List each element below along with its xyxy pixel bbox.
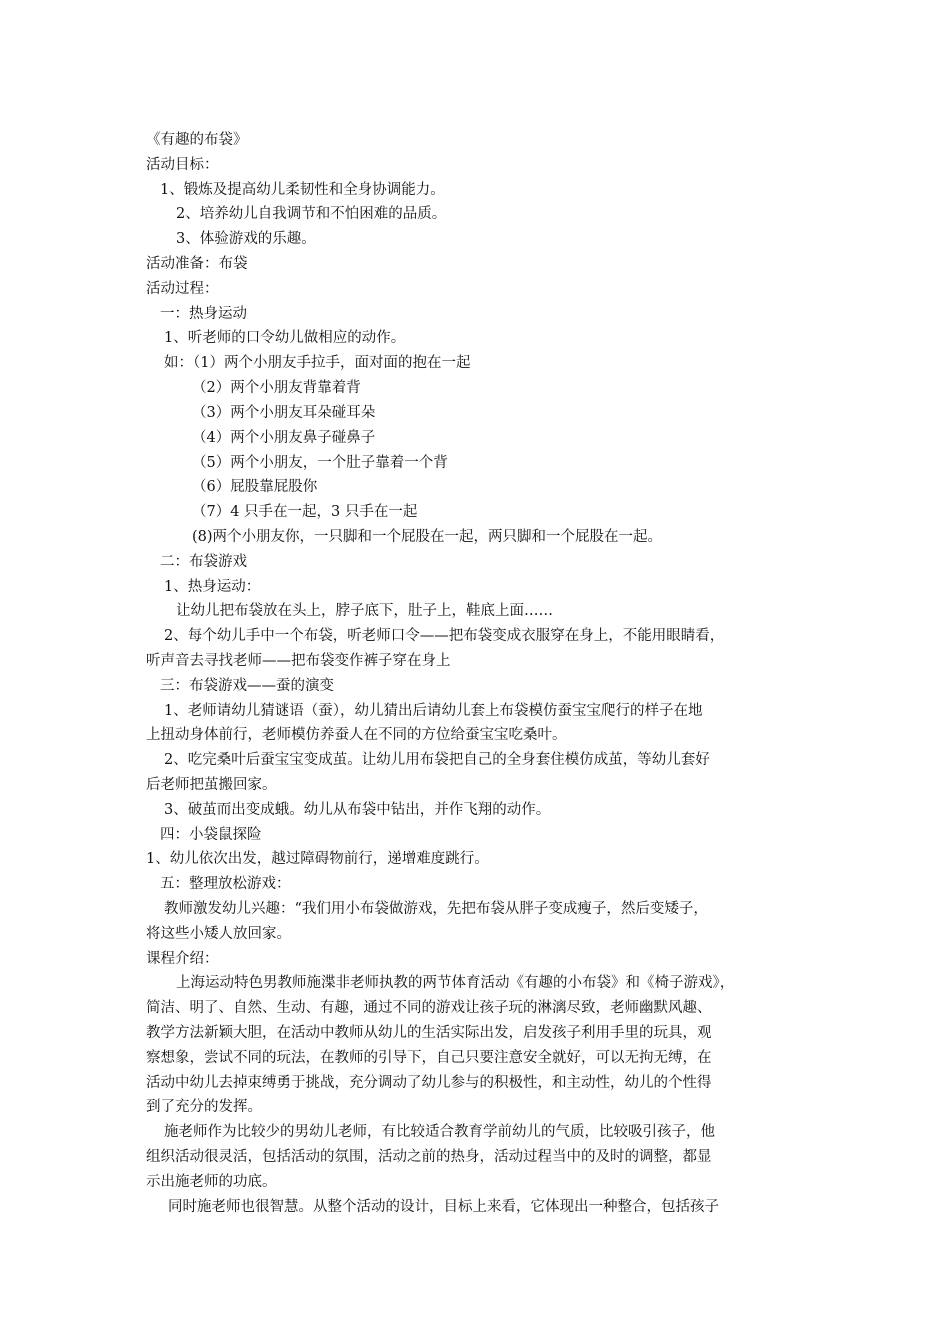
text-line: 2、吃完桑叶后蚕宝宝变成茧。让幼儿用布袋把自己的全身套住模仿成茧，等幼儿套好 <box>164 752 710 768</box>
text-line: 2、每个幼儿手中一个布袋，听老师口令——把布袋变成衣服穿在身上，不能用眼睛看， <box>164 628 725 644</box>
section-heading: 活动目标： <box>146 157 219 173</box>
text-line: 2、培养幼儿自我调节和不怕困难的品质。 <box>176 206 447 222</box>
text-line: 听声音去寻找老师——把布袋变作裤子穿在身上 <box>146 653 451 669</box>
text-line: （3）两个小朋友耳朵碰耳朵 <box>192 405 376 421</box>
text-line: 让幼儿把布袋放在头上，脖子底下，肚子上，鞋底上面…… <box>176 603 553 619</box>
text-line: （4）两个小朋友鼻子碰鼻子 <box>192 430 376 446</box>
text-line: 同时施老师也很智慧。从整个活动的设计，目标上来看，它体现出一种整合，包括孩子 <box>168 1199 719 1215</box>
text-line: 3、破茧而出变成蛾。幼儿从布袋中钻出，并作飞翔的动作。 <box>164 802 551 818</box>
text-line: 上海运动特色男教师施渫非老师执教的两节体育活动《有趣的小布袋》和《椅子游戏》， <box>176 975 735 991</box>
text-line: 1、幼儿依次出发，越过障碍物前行，递增难度跳行。 <box>146 851 489 867</box>
text-line: (8)两个小朋友你，一只脚和一个屁股在一起，两只脚和一个屁股在一起。 <box>192 529 663 545</box>
text-line: 到了充分的发挥。 <box>146 1099 262 1115</box>
text-line: 如：（1）两个小朋友手拉手，面对面的抱在一起 <box>164 355 471 371</box>
text-line: 1、听老师的口令幼儿做相应的动作。 <box>164 330 406 346</box>
text-line: 1、热身运动： <box>164 579 261 595</box>
text-line: 3、体验游戏的乐趣。 <box>176 231 316 247</box>
subsection-heading: 二：布袋游戏 <box>160 554 247 570</box>
subsection-heading: 四：小袋鼠探险 <box>160 827 262 843</box>
subsection-heading: 五：整理放松游戏： <box>160 876 291 892</box>
text-line: 上扭动身体前行，老师模仿养蚕人在不同的方位给蚕宝宝吃桑叶。 <box>146 727 567 743</box>
text-line: 察想象，尝试不同的玩法，在教师的引导下，自己只要注意安全就好，可以无拘无缚，在 <box>146 1050 712 1066</box>
text-line: 后老师把茧搬回家。 <box>146 777 277 793</box>
text-line: 活动中幼儿去掉束缚勇于挑战，充分调动了幼儿参与的积极性，和主动性，幼儿的个性得 <box>146 1075 712 1091</box>
text-line: （6）屁股靠屁股你 <box>192 479 318 495</box>
text-line: 简洁、明了、自然、生动、有趣，通过不同的游戏让孩子玩的淋漓尽致，老师幽默风趣、 <box>146 1000 712 1016</box>
subsection-heading: 三：布袋游戏——蚕的演变 <box>160 678 334 694</box>
text-line: 1、老师请幼儿猜谜语（蚕），幼儿猜出后请幼儿套上布袋模仿蚕宝宝爬行的样子在地 <box>164 703 703 719</box>
text-line: 1、锻炼及提高幼儿柔韧性和全身协调能力。 <box>160 182 445 198</box>
text-line: （7）4 只手在一起，3 只手在一起 <box>192 504 418 520</box>
subsection-heading: 一：热身运动 <box>160 306 247 322</box>
doc-title: 《有趣的布袋》 <box>146 132 248 148</box>
section-heading: 活动过程： <box>146 281 219 297</box>
text-line: 示出施老师的功底。 <box>146 1174 277 1190</box>
text-line: 施老师作为比较少的男幼儿老师，有比较适合教育学前幼儿的气质，比较吸引孩子，他 <box>164 1124 715 1140</box>
section-heading: 活动准备：布袋 <box>146 256 248 272</box>
text-line: （5）两个小朋友，一个肚子靠着一个背 <box>192 455 448 471</box>
text-line: （2）两个小朋友背靠着背 <box>192 380 361 396</box>
text-line: 将这些小矮人放回家。 <box>146 926 291 942</box>
text-line: 教学方法新颖大胆，在活动中教师从幼儿的生活实际出发，启发孩子利用手里的玩具，观 <box>146 1025 712 1041</box>
text-line: 组织活动很灵活，包括活动的氛围，活动之前的热身，活动过程当中的及时的调整，都显 <box>146 1149 712 1165</box>
section-heading: 课程介绍： <box>146 951 219 967</box>
text-line: 教师激发幼儿兴趣：“我们用小布袋做游戏，先把布袋从胖子变成瘦子，然后变矮子， <box>164 901 708 917</box>
